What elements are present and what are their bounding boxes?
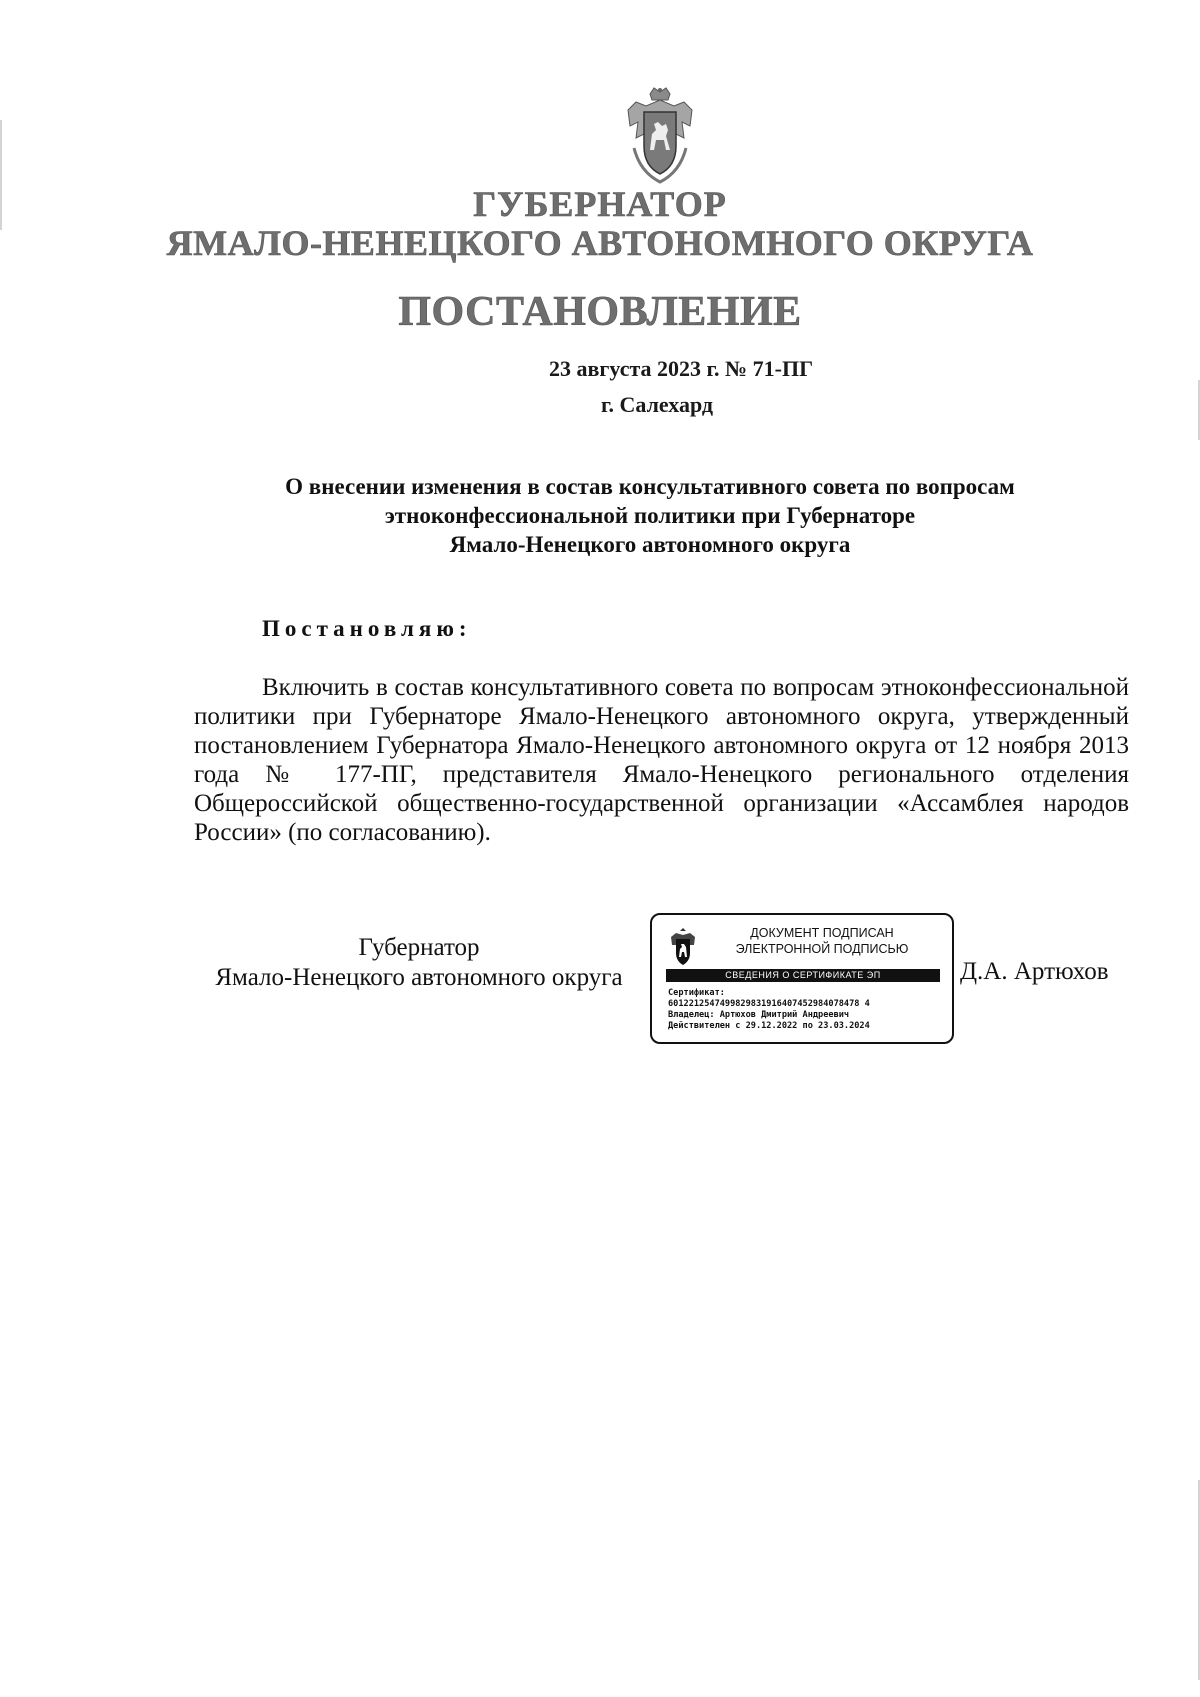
body-paragraph: Включить в состав консультативного совета по вопросам этноконфессиональной политики при Губернаторе Ямало-Ненецкого автономного округа, утвержденный постановлением Губернатора Ямало-Ненецкого автономного округа от 12 ноября 2013 года № 177-ПГ, представителя Ямало-Ненецкого регионального отделения Общероссийской общественно-государственной организации «Ассамблея народов России» (по согласованию). bbox=[194, 674, 1129, 846]
signatory-region: Ямало-Ненецкого автономного округа bbox=[215, 964, 623, 991]
issuer-region: ЯМАЛО-НЕНЕЦКОГО АВТОНОМНОГО ОКРУГА bbox=[166, 223, 1034, 263]
stamp-certificate-bar: СВЕДЕНИЯ О СЕРТИФИКАТЕ ЭП bbox=[666, 969, 940, 982]
subject-line: Ямало-Ненецкого автономного округа bbox=[449, 532, 851, 557]
stamp-validity: Действителен с 29.12.2022 по 23.03.2024 bbox=[668, 1021, 870, 1031]
issuer-title: ГУБЕРНАТОР bbox=[473, 184, 727, 224]
signatory-name: Д.А. Артюхов bbox=[960, 958, 1109, 985]
electronic-signature-stamp bbox=[650, 913, 954, 1044]
stamp-cert-number: 6012212547499829831916407452984078478 4 bbox=[668, 999, 870, 1009]
signatory-title bbox=[194, 933, 644, 993]
stamp-owner: Владелец: Артюхов Дмитрий Андреевич bbox=[668, 1010, 850, 1020]
document-city: г. Салехард bbox=[601, 392, 714, 417]
document-date-number: 23 августа 2023 г. № 71-ПГ bbox=[549, 356, 814, 381]
coat-of-arms-icon bbox=[620, 86, 700, 186]
stamp-cert-label: Сертификат: bbox=[668, 988, 725, 998]
decree-word: Постановляю: bbox=[262, 616, 472, 641]
coat-of-arms-icon bbox=[668, 927, 698, 967]
signatory-position: Губернатор bbox=[358, 934, 480, 961]
subject-line: О внесении изменения в состав консультативного совета по вопросам bbox=[285, 474, 1015, 499]
document-type: ПОСТАНОВЛЕНИЕ bbox=[398, 289, 802, 335]
subject-line: этноконфессиональной политики при Губернаторе bbox=[384, 503, 916, 528]
document-subject bbox=[150, 472, 1150, 559]
stamp-heading: ДОКУМЕНТ ПОДПИСАН bbox=[750, 926, 894, 940]
stamp-heading: ЭЛЕКТРОННОЙ ПОДПИСЬЮ bbox=[735, 942, 909, 956]
